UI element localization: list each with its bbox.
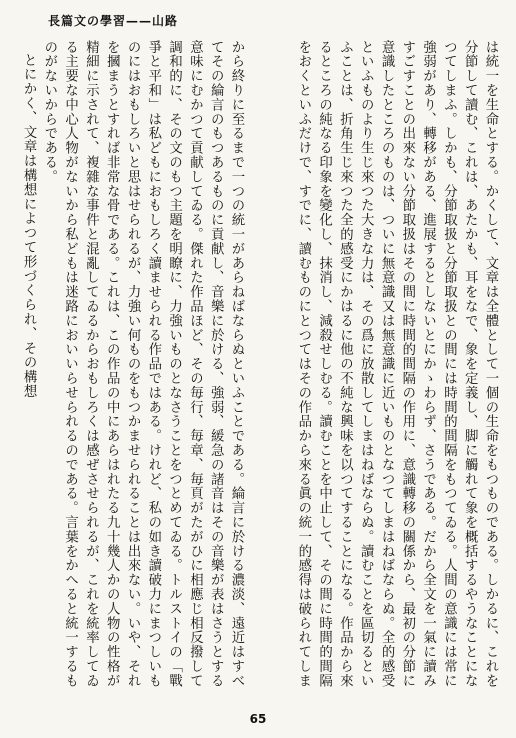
upper-column-text <box>270 40 500 694</box>
page-number: 65 <box>249 712 267 726</box>
running-head: 長篇文の學習——山路 <box>48 14 179 28</box>
paragraph: から終りに至るまで一つの統一があらねばならぬといふことである。綸言に於ける濃淡、遠近はすべてその綸言のもつあるものに貢献し、音樂に於ける、強弱、緩急の諸音はその音樂が表はさうとする意味にむかつて貢献してゐる。傑れた作品ほど、その毎行、毎章、毎頁がたがひに相應じ相反撥して調和的に、その文のもつ主題を明瞭に、力強いものとなさうことをつとめてゐる。トルストイの「戰爭と平和」は私どもにおもしろく讀ませられる作品ではある。けれど、私の如き讀破力にまつしいものにはおもしろいと思はせられるが、力強い何ものをもつかませられることは出來ない。いや、それを摑まうとすれば非常な骨である。これは、この作品の中にあらはれたる九十幾人かの人物の性格が精細に示されて、複雜な事件と混亂してゐるからおもしろくは感ぜさせられるが、これを統率してゐる主要な中心人物がないから私どもは迷路においいらせられるのである。言葉をかへると統一するものがないからである。 <box>41 40 244 688</box>
paragraph: は統一を生命とする。かくして、文章は全體として一個の生命をもつものである。しかるに、これを分節して讀む、これは、あたかも、耳をなで、象を定義し、脚に觸れて象を概括するやうなことになつてしまふ。しかも、分節取扱と分節取扱との間には時間的間隔をもつてゐる。人間の意識には常に強弱があり、轉移がある、進展するとしないとにかゝわらず、さうである。だから全文を一氣に讀みすごすことの出來ない分節取扱はその間に時間的間隔の作用に、意識轉移の關係から、最初の分節に意識したところのものは、ついに無意識又は無意識に近いものとなつてしまはねばならぬ。全的感受といふものより生じ來つた大きな力は、その爲に放散してしまはねばならぬ。讀むことを區切るといふことは、折角生じ來つた全的感受にかはるに他の不純な興味を以つてすることになる。作品から來るところの純なる印象を變化し、抹消し、減殺せしむる。讀むことを中止して、その間に時間的間隔をおくといふだけで、すでに、讀むものにとつてはその作品から來る眞の統一的感得は破られてしま <box>295 40 498 688</box>
lower-column-text <box>16 40 246 694</box>
paragraph: とにかく、文章は構想によつて形づくられ、その構想 <box>21 53 37 399</box>
